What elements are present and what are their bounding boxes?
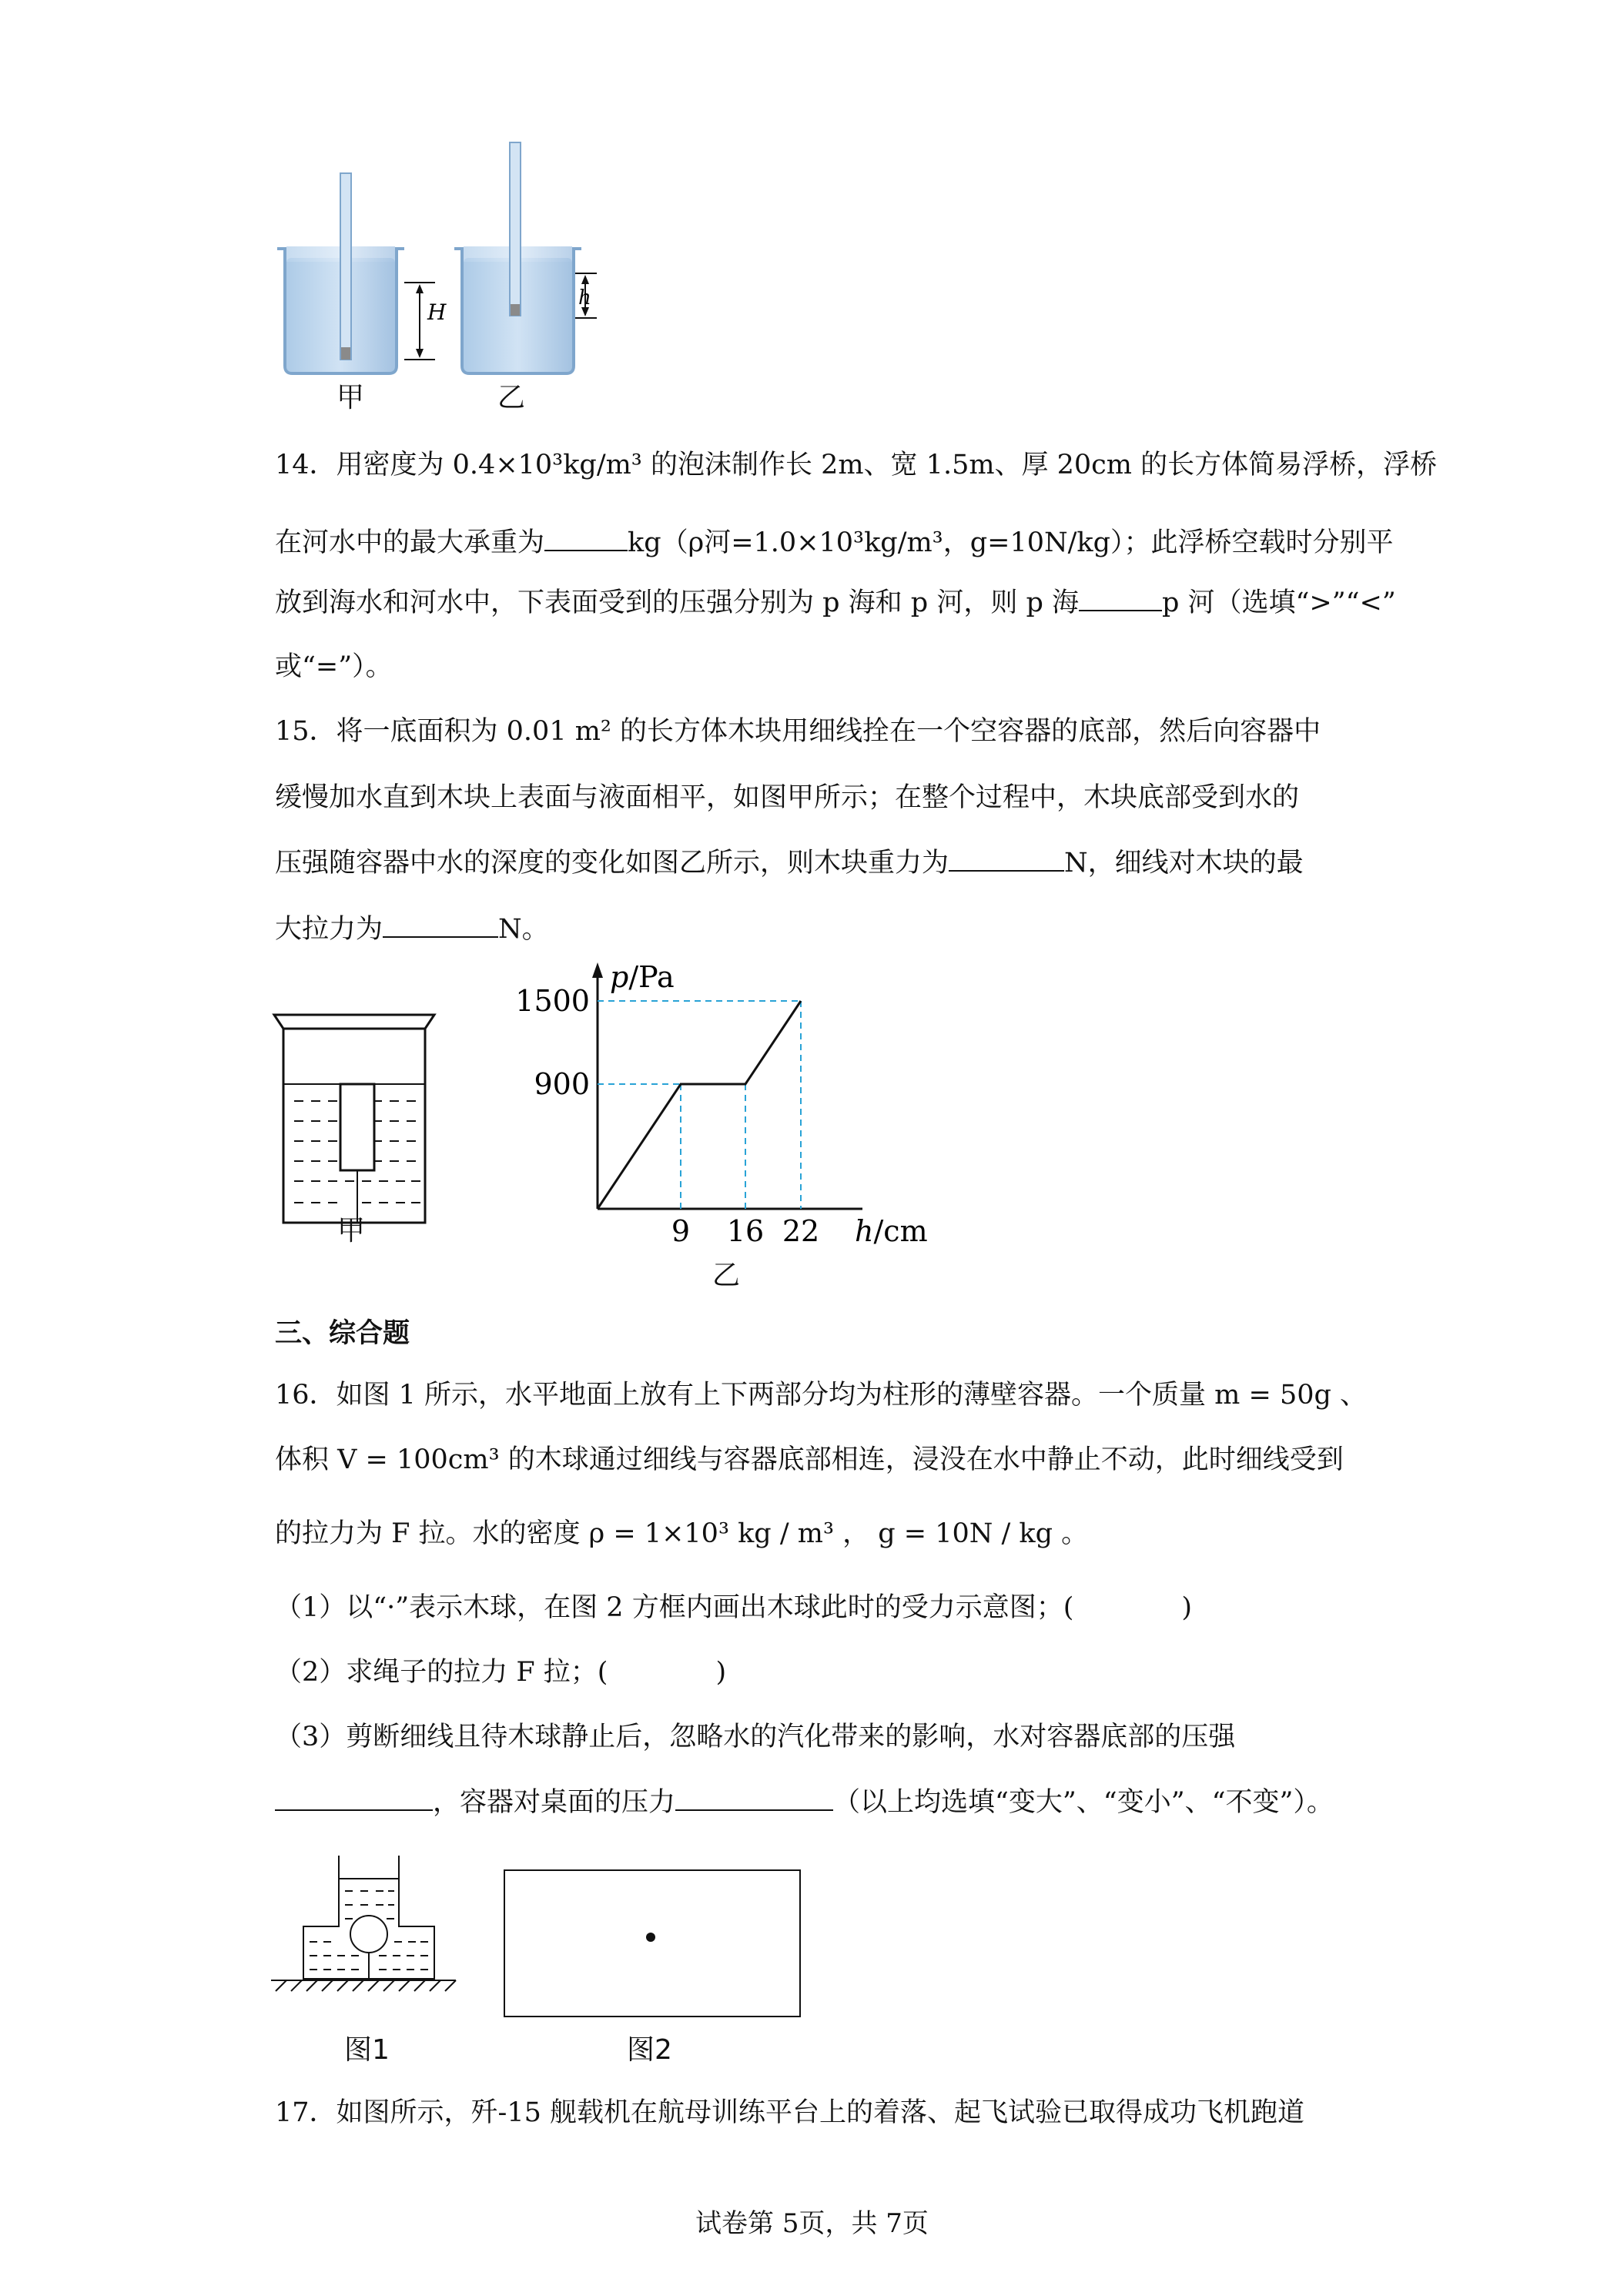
q15-line4 xyxy=(275,913,549,945)
q16-line3: 的拉力为 F 拉。水的密度 ρ = 1×10³ kg / m³ ， g = 10N / kg 。 xyxy=(275,1518,1089,1549)
q15-line2: 缓慢加水直到木块上表面与液面相平，如图甲所示；在整个过程中，木块底部受到水的 xyxy=(275,782,1300,813)
fig13-label-jia: 甲 xyxy=(337,382,365,413)
pressure-depth-chart xyxy=(515,955,939,1263)
q16-sub3-line2c: （以上均选填“变大”、“变小”、“不变”）。 xyxy=(833,1787,1334,1818)
ground-hatch xyxy=(276,1980,456,1991)
q16-sub2: （2）求绳子的拉力 F 拉；( ) xyxy=(275,1657,727,1688)
q14-line4: 或“=”）。 xyxy=(275,651,393,682)
x-axis-label: h/cm xyxy=(855,1214,928,1248)
q16-answer-blank-1[interactable] xyxy=(275,1786,433,1811)
q14-line2 xyxy=(275,527,1394,558)
q15-line1: 15．将一底面积为 0.01 m² 的长方体木块用细线拴在一个空容器的底部，然后向容器中 xyxy=(275,716,1321,747)
y-tick-label: 1500 xyxy=(515,984,590,1018)
q16-fig2-label: 图2 xyxy=(627,2034,672,2066)
q16-answer-blank-2[interactable] xyxy=(675,1786,833,1811)
beaker-yi xyxy=(454,142,581,373)
q15-answer-blank-2[interactable] xyxy=(383,913,498,938)
section-title: 三、综合题 xyxy=(275,1318,410,1349)
q16-line2: 体积 V = 100cm³ 的木球通过细线与容器底部相连，浸没在水中静止不动，此时细线受到 xyxy=(275,1444,1344,1475)
q15-line4a: 大拉力为 xyxy=(275,914,383,945)
wood-ball xyxy=(350,1916,387,1953)
q16-sub3-line2 xyxy=(275,1786,1334,1818)
q14-line3b: p 河（选填“>”“<” xyxy=(1161,587,1396,618)
q14-line1: 14．用密度为 0.4×10³kg/m³ 的泡沫制作长 2m、宽 1.5m、厚 20cm 的长方体简易浮桥，浮桥 xyxy=(275,450,1438,480)
y-axis-label: p/Pa xyxy=(610,960,675,994)
q15-line3b: N，细线对木块的最 xyxy=(1064,848,1304,879)
q16-sub3-line1: （3）剪断细线且待木球静止后，忽略水的汽化带来的影响，水对容器底部的压强 xyxy=(275,1722,1236,1752)
chart-guides xyxy=(598,1001,801,1209)
q15-line3a: 压强随容器中水的深度的变化如图乙所示，则木块重力为 xyxy=(275,848,949,879)
q14-answer-blank-2[interactable] xyxy=(1079,587,1162,611)
wood-block xyxy=(340,1084,374,1170)
q14-line3 xyxy=(275,587,1396,618)
q15-line4b: N。 xyxy=(498,914,549,945)
page-footer: 试卷第 5页，共 7页 xyxy=(695,2208,929,2239)
series-line xyxy=(598,1001,801,1209)
chart-axes xyxy=(592,962,862,1209)
q17-line1: 17．如图所示，歼-15 舰载机在航母训练平台上的着落、起飞试验已取得成功飞机跑道 xyxy=(275,2097,1305,2128)
x-tick-label: 16 xyxy=(726,1214,765,1248)
q16-fig1-container xyxy=(271,1856,471,2017)
dimension-H xyxy=(404,283,447,360)
q15-label-yi: 乙 xyxy=(712,1260,741,1291)
q14-line3a: 放到海水和河水中，下表面受到的压强分别为 p 海和 p 河，则 p 海 xyxy=(275,587,1079,618)
label-h: h xyxy=(578,286,591,310)
q15-line3 xyxy=(275,847,1304,879)
q16-sub3-line2b: ，容器对桌面的压力 xyxy=(433,1787,676,1818)
beaker-figure xyxy=(273,135,628,412)
q14-line2a: 在河水中的最大承重为 xyxy=(275,527,545,558)
x-tick-label: 22 xyxy=(782,1214,820,1248)
dimension-h xyxy=(575,273,597,318)
fig13-label-yi: 乙 xyxy=(497,382,526,413)
q14-answer-blank-1[interactable] xyxy=(544,527,628,551)
q16-fig1-label: 图1 xyxy=(344,2034,390,2066)
ball-dot xyxy=(646,1933,655,1942)
x-tick-label: 9 xyxy=(671,1214,691,1248)
label-H: H xyxy=(427,300,447,325)
q16-force-diagram-box[interactable] xyxy=(504,1869,801,2017)
y-tick-label: 900 xyxy=(534,1067,590,1101)
q15-answer-blank-1[interactable] xyxy=(949,847,1064,872)
q14-line2b: kg（ρ河=1.0×10³kg/m³，g=10N/kg）；此浮桥空载时分别平 xyxy=(628,527,1394,558)
beaker-jia xyxy=(277,173,404,373)
q16-line1: 16．如图 1 所示，水平地面上放有上下两部分均为柱形的薄壁容器。一个质量 m = 50g 、 xyxy=(275,1380,1368,1411)
q15-label-jia: 甲 xyxy=(337,1215,366,1247)
q16-sub1: （1）以“·”表示木球，在图 2 方框内画出木球此时的受力示意图；( ) xyxy=(275,1592,1193,1623)
